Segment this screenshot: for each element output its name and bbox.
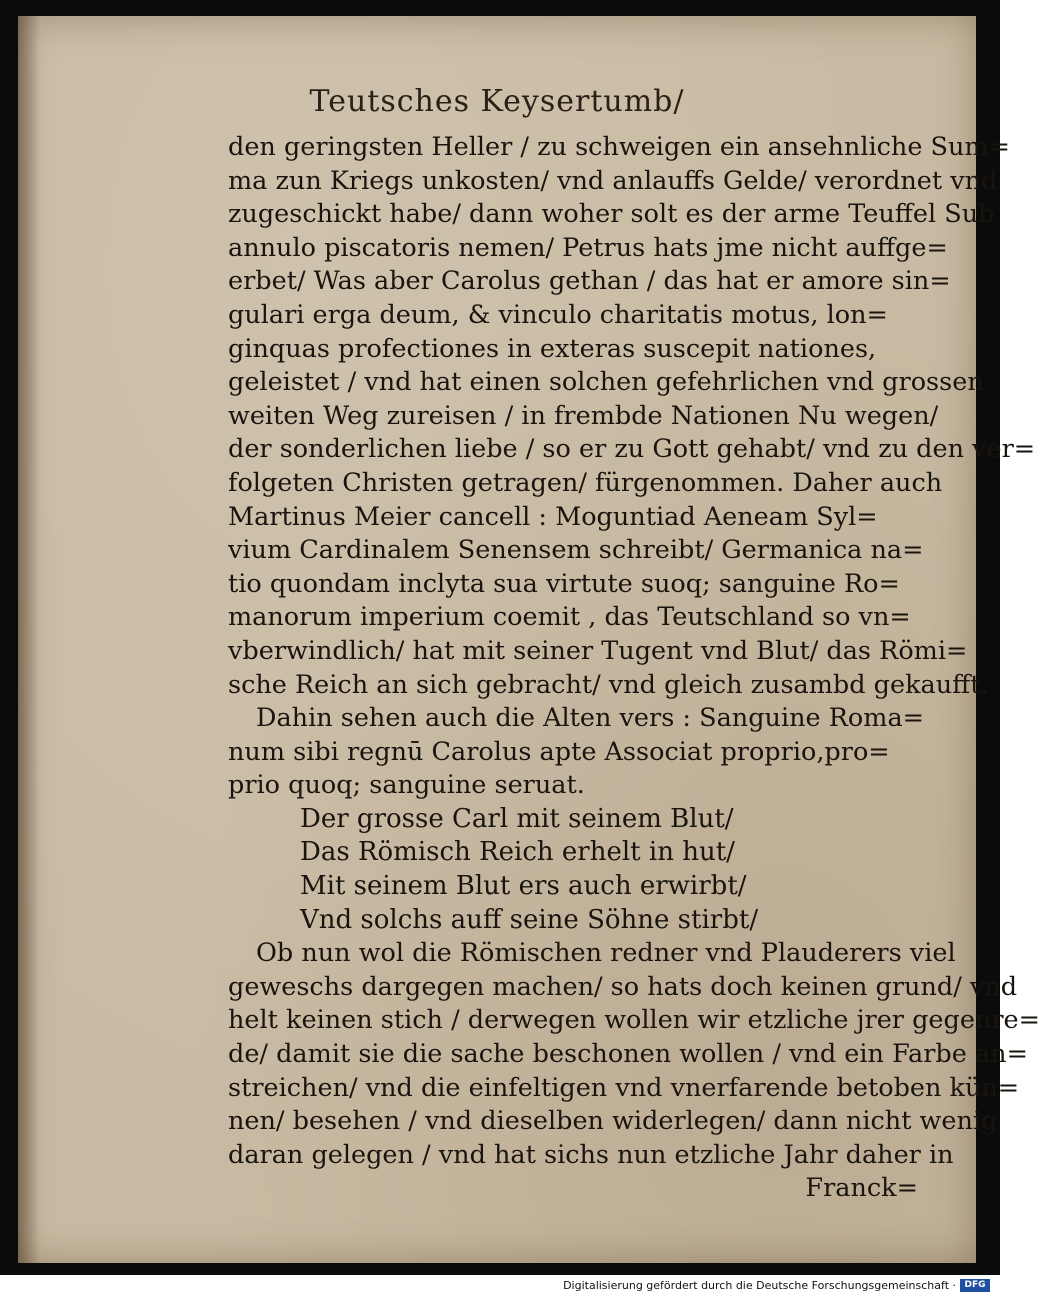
text-line: den geringsten Heller / zu schweigen ein ansehnliche Sum=: [228, 132, 1010, 162]
text-line: prio quoq; sanguine seruat.: [228, 770, 585, 801]
text-line: manorum imperium coemit , das Teutschland so vn=: [228, 602, 911, 633]
text-line: nen/ besehen / vnd dieselben widerlegen/ dann nicht wenig: [228, 1106, 998, 1137]
text-line: weiten Weg zureisen / in frembde Nationen Nu wegen/: [228, 400, 939, 431]
text-line: vberwindlich/ hat mit seiner Tugent vnd Blut/ das Römi=: [228, 635, 968, 666]
text-line: ginquas profectiones in exteras suscepit nationes,: [228, 333, 877, 364]
text-line: geleistet / vnd hat einen solchen gefehrlichen vnd grossen: [228, 367, 984, 398]
catchword: Franck=: [805, 1173, 918, 1204]
book-page: [18, 16, 1040, 1263]
verse-line: Das Römisch Reich erhelt in hut/: [300, 837, 735, 868]
verse-line: Der grosse Carl mit seinem Blut/: [300, 803, 734, 834]
text-line: Dahin sehen auch die Alten vers : Sanguine Roma=: [256, 703, 925, 734]
text-line: sche Reich an sich gebracht/ vnd gleich zusambd gekaufft.: [228, 669, 989, 700]
text-line: num sibi regnū Carolus apte Associat proprio,pro=: [228, 736, 890, 767]
text-line: zugeschickt habe/ dann woher solt es der arme Teuffel Sub: [228, 199, 995, 230]
verse-line: Vnd solchs auff seine Söhne stirbt/: [300, 904, 759, 935]
page-gutter-shadow: [18, 16, 40, 1263]
text-line: Martinus Meier cancell : Moguntiad Aeneam Syl=: [228, 501, 878, 532]
text-line: vium Cardinalem Senensem schreibt/ Germanica na=: [228, 535, 924, 566]
text-line: folgeten Christen getragen/ fürgenommen. Daher auch: [228, 467, 943, 498]
text-line: streichen/ vnd die einfeltigen vnd vnerfarende betoben kün=: [228, 1072, 1020, 1103]
footer: [0, 1276, 1000, 1295]
text-line: annulo piscatoris nemen/ Petrus hats jme nicht auffge=: [228, 232, 948, 263]
text-line: geweschs dargegen machen/ so hats doch keinen grund/ vnd: [228, 971, 1018, 1002]
text-line: der sonderlichen liebe / so er zu Gott gehabt/ vnd zu den ver=: [228, 434, 1036, 465]
text-line: daran gelegen / vnd hat sichs nun etzliche Jahr daher in: [228, 1139, 954, 1170]
text-line: ma zun Kriegs unkosten/ vnd anlauffs Gelde/ verordnet vnd: [228, 165, 998, 196]
text-line: erbet/ Was aber Carolus gethan / das hat er amore sin=: [228, 266, 951, 297]
running-head: Teutsches Keysertumb/: [309, 84, 685, 119]
dfg-logo: DFG: [960, 1279, 990, 1292]
text-line: de/ damit sie die sache beschonen wollen / vnd ein Farbe an=: [228, 1039, 1028, 1070]
funding-credit: Digitalisierung gefördert durch die Deutsche Forschungsgemeinschaft ·: [563, 1279, 956, 1292]
text-line: helt keinen stich / derwegen wollen wir etzliche jrer gegenre=: [228, 1005, 1040, 1036]
verse-line: Mit seinem Blut ers auch erwirbt/: [300, 871, 747, 902]
text-line: gulari erga deum, & vinculo charitatis motus, lon=: [228, 299, 888, 330]
text-line: Ob nun wol die Römischen redner vnd Plauderers viel: [256, 938, 956, 969]
main-text: [228, 131, 1040, 1206]
text-line: tio quondam inclyta sua virtute suoq; sanguine Ro=: [228, 568, 900, 599]
